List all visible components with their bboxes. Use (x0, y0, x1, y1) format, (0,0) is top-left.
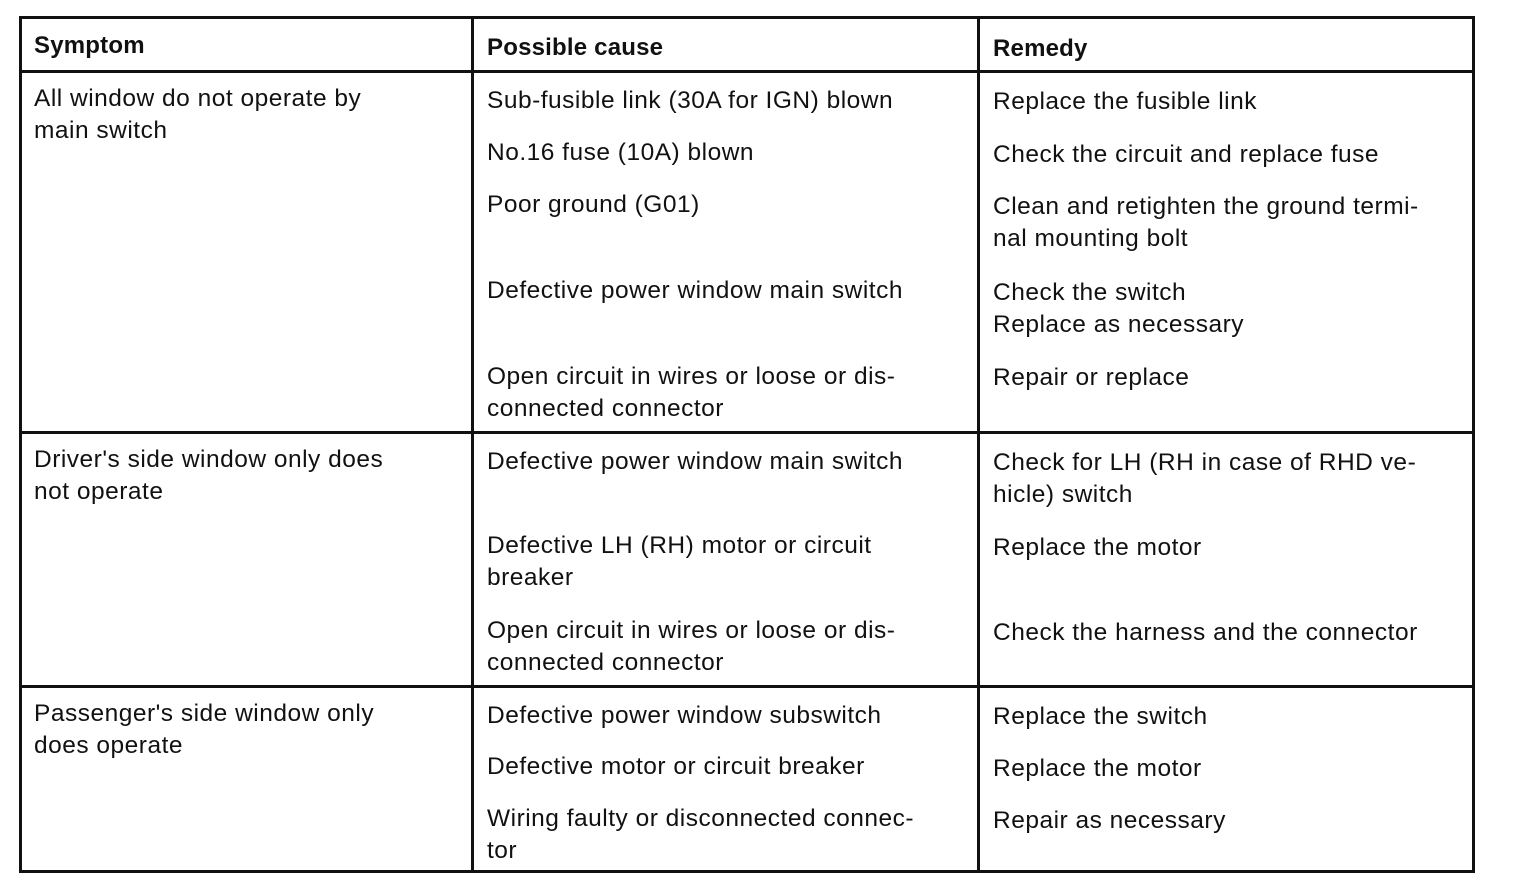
remedy-1-1: Replace the fusible link (993, 88, 1257, 115)
group-divider-1 (22, 431, 1472, 434)
troubleshooting-table (19, 16, 1475, 873)
cause-1-5-line-2: connected connector (487, 395, 724, 422)
cause-1-3: Poor ground (G01) (487, 191, 700, 218)
symptom-3-line-1: Passenger's side window only (34, 700, 375, 727)
symptom-1-line-2: main switch (34, 117, 168, 144)
remedy-1-3-line-1: Clean and retighten the ground termi- (993, 193, 1419, 220)
remedy-1-2: Check the circuit and replace fuse (993, 141, 1380, 168)
cause-1-4: Defective power window main switch (487, 277, 903, 304)
cause-3-3-line-2: tor (487, 837, 518, 864)
header-remedy: Remedy (993, 35, 1088, 62)
header-possible-cause: Possible cause (487, 34, 664, 61)
remedy-2-1-line-1: Check for LH (RH in case of RHD ve- (993, 449, 1417, 476)
cause-2-3-line-2: connected connector (487, 649, 724, 676)
remedy-2-1-line-2: hicle) switch (993, 481, 1133, 508)
column-divider-2 (977, 19, 980, 870)
group-divider-2 (22, 685, 1472, 688)
header-divider (22, 70, 1472, 73)
header-symptom: Symptom (34, 32, 145, 59)
cause-1-1: Sub-fusible link (30A for IGN) blown (487, 87, 894, 114)
cause-3-1: Defective power window subswitch (487, 702, 882, 729)
cause-3-3-line-1: Wiring faulty or disconnected connec- (487, 805, 915, 832)
remedy-2-2: Replace the motor (993, 534, 1202, 561)
cause-3-2: Defective motor or circuit breaker (487, 753, 865, 780)
cause-2-2-line-1: Defective LH (RH) motor or circuit (487, 532, 872, 559)
remedy-3-2: Replace the motor (993, 755, 1202, 782)
remedy-1-4-line-2: Replace as necessary (993, 311, 1245, 338)
remedy-1-4-line-1: Check the switch (993, 279, 1187, 306)
remedy-3-3: Repair as necessary (993, 807, 1226, 834)
column-divider-1 (471, 19, 474, 870)
cause-1-2: No.16 fuse (10A) blown (487, 139, 755, 166)
cause-2-2-line-2: breaker (487, 564, 574, 591)
remedy-2-3: Check the harness and the connector (993, 619, 1418, 646)
cause-1-5-line-1: Open circuit in wires or loose or dis- (487, 363, 896, 390)
symptom-1-line-1: All window do not operate by (34, 85, 362, 112)
remedy-1-3-line-2: nal mounting bolt (993, 225, 1189, 252)
cause-2-3-line-1: Open circuit in wires or loose or dis- (487, 617, 896, 644)
symptom-2-line-1: Driver's side window only does (34, 446, 384, 473)
remedy-1-5: Repair or replace (993, 364, 1190, 391)
cause-2-1: Defective power window main switch (487, 448, 903, 475)
symptom-3-line-2: does operate (34, 732, 184, 759)
remedy-3-1: Replace the switch (993, 703, 1208, 730)
symptom-2-line-2: not operate (34, 478, 164, 505)
